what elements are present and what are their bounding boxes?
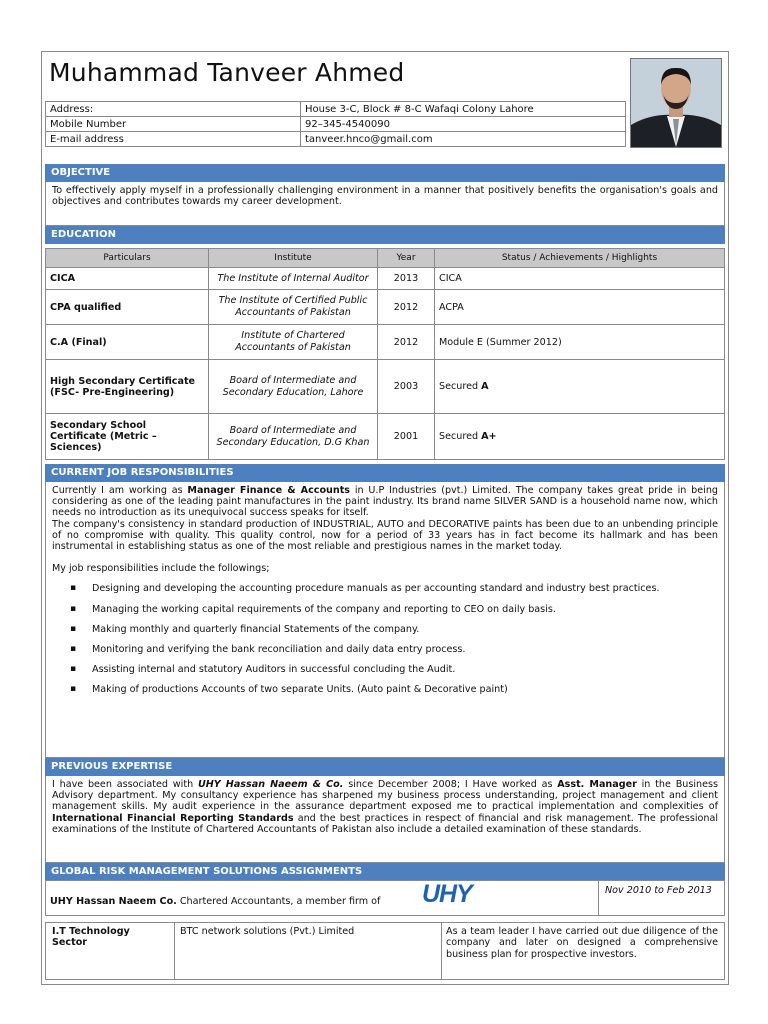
email-value: tanveer.hnco@gmail.com [301,132,626,147]
contact-row [46,132,626,147]
client-cell: BTC network solutions (Pvt.) Limited [174,922,442,980]
contact-row [46,117,626,132]
particulars-cell: CPA qualified [46,290,209,325]
status-prefix: Secured [439,431,482,442]
assignment-detail-row [45,922,725,980]
current-job-heading: CURRENT JOB RESPONSIBILITIES [45,464,725,482]
ifrs-name: International Financial Reporting Standards [52,812,294,824]
table-row [46,268,725,290]
objective-heading: OBJECTIVE [45,164,725,182]
firm-name: UHY Hassan Naeem & Co. [197,779,344,790]
status-grade: A [481,381,489,392]
sector-cell: I.T Technology Sector [45,922,175,980]
column-header: Year [378,249,435,268]
institute-cell: The Institute of Certified Public Accountants of Pakistan [209,290,378,325]
table-row [46,325,725,360]
uhy-logo: UHY [422,880,472,908]
table-row [46,414,725,460]
column-header: Particulars [46,249,209,268]
education-heading: EDUCATION [45,226,725,244]
firm-description: Chartered Accountants, a member firm of [176,896,381,907]
resume-page [41,51,729,985]
particulars-cell: CICA [46,268,209,290]
address-value: House 3-C, Block # 8-C Wafaqi Colony Lahore [301,102,626,117]
list-item: ▪ Designing and developing the accounting procedure manuals as per accounting standard and industry best practices. [92,583,718,594]
status-cell: Module E (Summer 2012) [435,325,725,360]
list-item: ▪ Making of productions Accounts of two separate Units. (Auto paint & Decorative paint) [92,684,718,695]
table-row [46,290,725,325]
status-cell: CICA [435,268,725,290]
year-cell: 2003 [378,360,435,414]
current-job-paragraph: The company's consistency in standard production of INDUSTRIAL, AUTO and DECORATIVE paints has been due to an unbending principle of no compromise with quality. This quality control, now for a period of 33 years has in fact become its hallmark and has been instrumental in establishing status as one of the most reliable and prestigious names in the market today. [52,518,718,553]
list-item: ▪ Managing the working capital requirements of the company and reporting to CEO on daily basis. [92,604,718,615]
year-cell: 2001 [378,414,435,460]
institute-cell: Board of Intermediate and Secondary Education, D.G Khan [209,414,378,460]
education-header-row [46,249,725,268]
year-cell: 2013 [378,268,435,290]
column-header: Status / Achievements / Highlights [435,249,725,268]
year-cell: 2012 [378,325,435,360]
list-item: ▪ Making monthly and quarterly financial Statements of the company. [92,624,718,635]
text-span: Currently I am working as [52,485,188,496]
candidate-name: Muhammad Tanveer Ahmed [49,58,405,87]
assignment-description: As a team leader I have carried out due diligence of the company and later on designed a comprehensive business plan for prospective investors. [441,922,725,980]
institute-cell: The Institute of Internal Auditor [209,268,378,290]
contact-table [45,101,626,147]
text-span: since December 2008; I Have worked as [343,779,558,790]
institute-cell: Institute of Chartered Accountants of Pakistan [209,325,378,360]
firm-name: UHY Hassan Naeem Co. [50,896,177,907]
current-job-section [45,482,725,758]
contact-label: E-mail address [46,132,301,147]
assignment-firm-row [45,880,725,916]
education-table [45,248,725,460]
responsibilities-intro: My job responsibilities include the followings; [52,563,270,575]
current-job-paragraph [52,485,718,519]
contact-label: Address: [46,102,301,117]
firm-line [50,896,380,907]
previous-expertise-text [45,776,725,863]
table-row [46,360,725,414]
period-cell: Nov 2010 to Feb 2013 [599,880,725,916]
profile-photo [630,58,722,148]
responsibilities-list [52,583,718,695]
previous-expertise-heading: PREVIOUS EXPERTISE [45,758,725,776]
role-name: Asst. Manager [557,779,637,790]
year-cell: 2012 [378,290,435,325]
institute-cell: Board of Intermediate and Secondary Education, Lahore [209,360,378,414]
particulars-cell: High Secondary Certificate (FSC- Pre-Engineering) [46,360,209,414]
objective-text: To effectively apply myself in a professionally challenging environment in a manner that positively benefits the organisation's goals and objectives and contributes towards my career development. [45,182,725,226]
text-span: in U.P Industries (pvt.) Limited. The company takes great pride in being considering as one of the leading paint manufactures in the paint industry. Its brand name SILVER SAND is a household name now, which needs no introduction as its unequivocal success speaks for itself. [52,485,718,519]
particulars-cell: C.A (Final) [46,325,209,360]
mobile-value: 92–345-4540090 [301,117,626,132]
particulars-cell: Secondary School Certificate (Metric – Sciences) [46,414,209,460]
list-item: ▪ Monitoring and verifying the bank reconciliation and daily data entry process. [92,644,718,655]
status-cell: ACPA [435,290,725,325]
text-span: in the Business Advisory department. My consultancy experience has sharpened my business process understanding, project management and client management skills. My audit experience in the assurance department exposed me to practical implementation and complexities of [52,779,718,813]
contact-label: Mobile Number [46,117,301,132]
column-header: Institute [209,249,378,268]
job-title: Manager Finance & Accounts [187,485,351,496]
contact-row [46,102,626,117]
list-item: ▪ Assisting internal and statutory Auditors in successful concluding the Audit. [92,664,718,675]
status-prefix: Secured [439,381,482,392]
status-grade: A+ [481,431,497,442]
firm-cell [45,880,599,916]
text-span: and the best practices in respect of financial and risk management. The professional examinations of the Institute of Chartered Accountants of Pakistan also include a detailed examination of these standards. [52,812,718,835]
global-risk-heading: GLOBAL RISK MANAGEMENT SOLUTIONS ASSIGNMENTS [45,863,725,881]
status-cell [435,360,725,414]
status-cell [435,414,725,460]
text-span: I have been associated with [52,779,198,790]
